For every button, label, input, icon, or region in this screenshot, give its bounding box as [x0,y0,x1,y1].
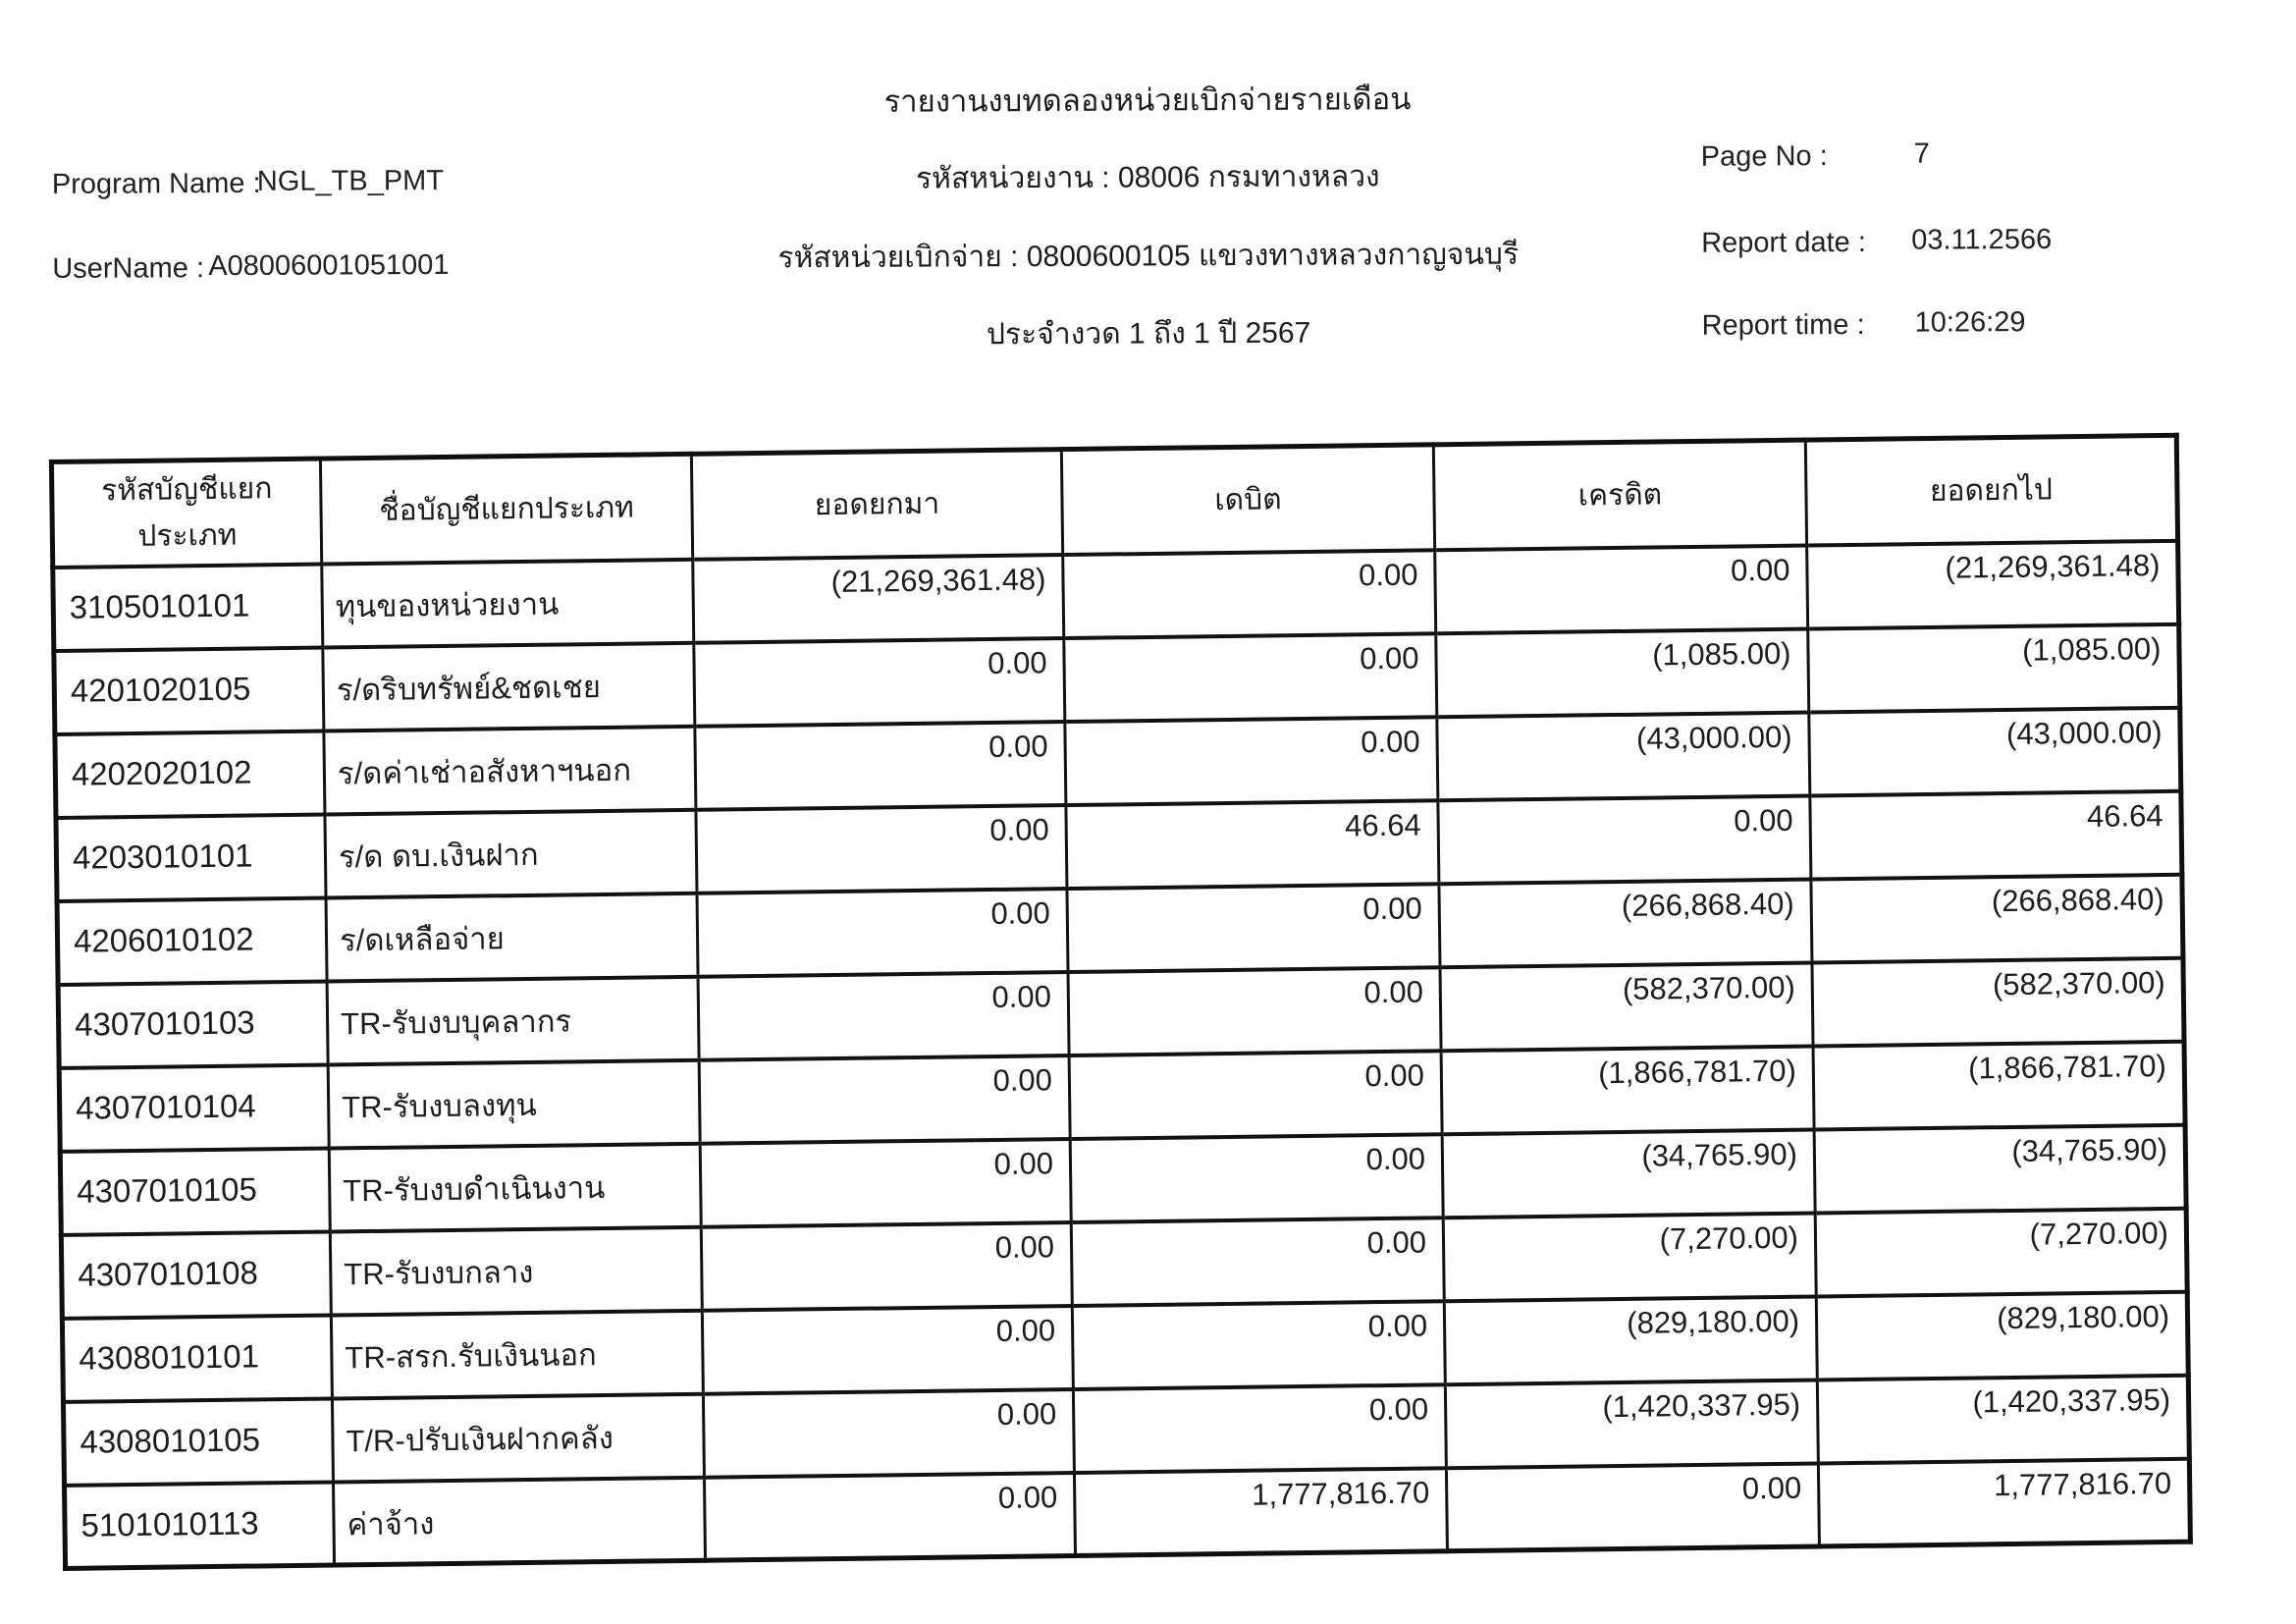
debit-cell: 0.00 [1067,884,1440,972]
report-header [0,0,2296,422]
carried-forward-cell: (43,000.00) [1809,707,2181,795]
debit-cell: 0.00 [1063,550,1436,638]
debit-cell: 0.00 [1069,1051,1442,1139]
report-date-value: 03.11.2566 [1911,223,2053,256]
account-name-cell: ร/ดริบทรัพย์&ชดเชย [323,642,695,731]
carried-forward-cell: (34,765.90) [1814,1124,2186,1213]
debit-cell: 0.00 [1065,717,1438,805]
carried-forward-cell: (1,866,781.70) [1813,1041,2185,1129]
page-number-label: Page No : [1700,140,1828,173]
account-name-cell: ค่าจ้าง [333,1477,705,1565]
credit-cell: (7,270.00) [1443,1213,1816,1301]
brought-forward-cell: 0.00 [702,1306,1073,1394]
carried-forward-cell: (266,868.40) [1811,874,2183,962]
brought-forward-cell: 0.00 [700,1139,1071,1227]
carried-forward-cell: (829,180.00) [1816,1291,2188,1380]
account-name-cell: ร/ดค่าเช่าอสังหาฯนอก [324,726,696,814]
account-code-cell: 4307010104 [59,1064,329,1151]
brought-forward-cell: (21,269,361.48) [693,555,1064,643]
period-line: ประจำงวด 1 ถึง 1 ปี 2567 [986,316,1311,352]
carried-forward-cell: (7,270.00) [1815,1208,2187,1296]
credit-cell: 0.00 [1435,545,1808,633]
account-code-cell: 4307010108 [61,1231,331,1318]
trial-balance-table [49,433,2193,1571]
account-name-cell: ทุนของหน่วยงาน [322,559,694,647]
brought-forward-cell: 0.00 [697,889,1068,977]
brought-forward-cell: 0.00 [704,1473,1075,1561]
report-date-label: Report date : [1701,226,1866,259]
brought-forward-cell: 0.00 [696,805,1067,893]
debit-cell: 0.00 [1071,1218,1444,1306]
username-value: A08006001051001 [208,248,450,283]
debit-cell: 0.00 [1073,1384,1446,1473]
account-name-cell: TR-รับงบลงทุน [328,1059,700,1148]
agency-code-line: รหัสหน่วยงาน : 08006 กรมทางหลวง [915,160,1380,195]
debit-cell: 1,777,816.70 [1074,1468,1447,1556]
credit-cell: (34,765.90) [1442,1129,1815,1218]
brought-forward-cell: 0.00 [699,1056,1070,1144]
account-code-cell: 4307010103 [58,981,328,1067]
account-code-cell: 4201020105 [54,647,324,733]
header-brought-forward: ยอดยกมา [691,450,1062,560]
account-code-cell: 4206010102 [57,897,327,984]
carried-forward-cell: (582,370.00) [1812,957,2184,1046]
account-code-cell: 5101010113 [65,1482,335,1568]
report-title: รายงานงบทดลองหน่วยเบิกจ่ายรายเดือน [883,81,1412,119]
debit-cell: 0.00 [1068,967,1441,1056]
credit-cell: (1,085.00) [1436,628,1809,717]
credit-cell: (582,370.00) [1440,962,1813,1051]
debit-cell: 0.00 [1072,1301,1445,1389]
program-name-value: NGL_TB_PMT [256,164,445,197]
credit-cell: (266,868.40) [1439,879,1812,967]
account-code-cell: 4202020102 [55,731,325,817]
carried-forward-cell: (1,085.00) [1808,623,2180,712]
credit-cell: 0.00 [1438,795,1811,884]
account-code-cell: 4308010105 [63,1398,333,1485]
account-name-cell: TR-รับงบดำเนินงาน [329,1143,701,1231]
brought-forward-cell: 0.00 [701,1222,1072,1311]
account-name-cell: TR-สรก.รับเงินนอก [331,1310,703,1398]
brought-forward-cell: 0.00 [695,722,1066,810]
brought-forward-cell: 0.00 [694,638,1065,727]
disbursement-unit-line: รหัสหน่วยเบิกจ่าย : 0800600105 แขวงทางหลวงกาญจนบุรี [777,238,1520,275]
account-code-cell: 3105010101 [53,564,323,650]
report-time-label: Report time : [1701,308,1865,342]
credit-cell: 0.00 [1446,1463,1819,1551]
page-number-value: 7 [1913,137,1930,170]
credit-cell: (1,420,337.95) [1445,1380,1818,1468]
header-credit: เครดิต [1433,440,1806,550]
carried-forward-cell: (1,420,337.95) [1817,1375,2189,1463]
debit-cell: 46.64 [1066,800,1439,889]
debit-cell: 0.00 [1064,633,1437,722]
trial-balance-table-wrap [49,433,2188,1571]
credit-cell: (1,866,781.70) [1441,1046,1814,1134]
account-name-cell: TR-รับงบบุคลากร [327,976,699,1064]
account-code-cell: 4308010101 [62,1315,332,1401]
account-name-cell: ร/ด ดบ.เงินฝาก [325,809,697,897]
username-label: UserName : [52,252,205,285]
debit-cell: 0.00 [1070,1134,1443,1222]
account-code-cell: 4203010101 [56,814,326,900]
account-name-cell: TR-รับงบกลาง [330,1226,702,1315]
credit-cell: (829,180.00) [1444,1296,1817,1384]
header-debit: เดบิต [1061,445,1434,555]
header-account-name: ชื่อบัญชีแยกประเภท [320,454,692,564]
carried-forward-cell: (21,269,361.48) [1807,540,2179,628]
header-carried-forward: ยอดยกไป [1805,435,2177,545]
account-name-cell: ร/ดเหลือจ่าย [326,893,698,981]
account-name-cell: T/R-ปรับเงินฝากคลัง [332,1393,704,1482]
report-time-value: 10:26:29 [1914,306,2026,339]
carried-forward-cell: 46.64 [1810,790,2182,879]
account-code-cell: 4307010105 [60,1148,330,1234]
brought-forward-cell: 0.00 [703,1389,1074,1478]
header-account-code: รหัสบัญชีแยกประเภท [51,459,321,567]
credit-cell: (43,000.00) [1437,712,1810,800]
carried-forward-cell: 1,777,816.70 [1818,1458,2190,1546]
brought-forward-cell: 0.00 [698,972,1069,1060]
program-name-label: Program Name : [51,167,261,200]
